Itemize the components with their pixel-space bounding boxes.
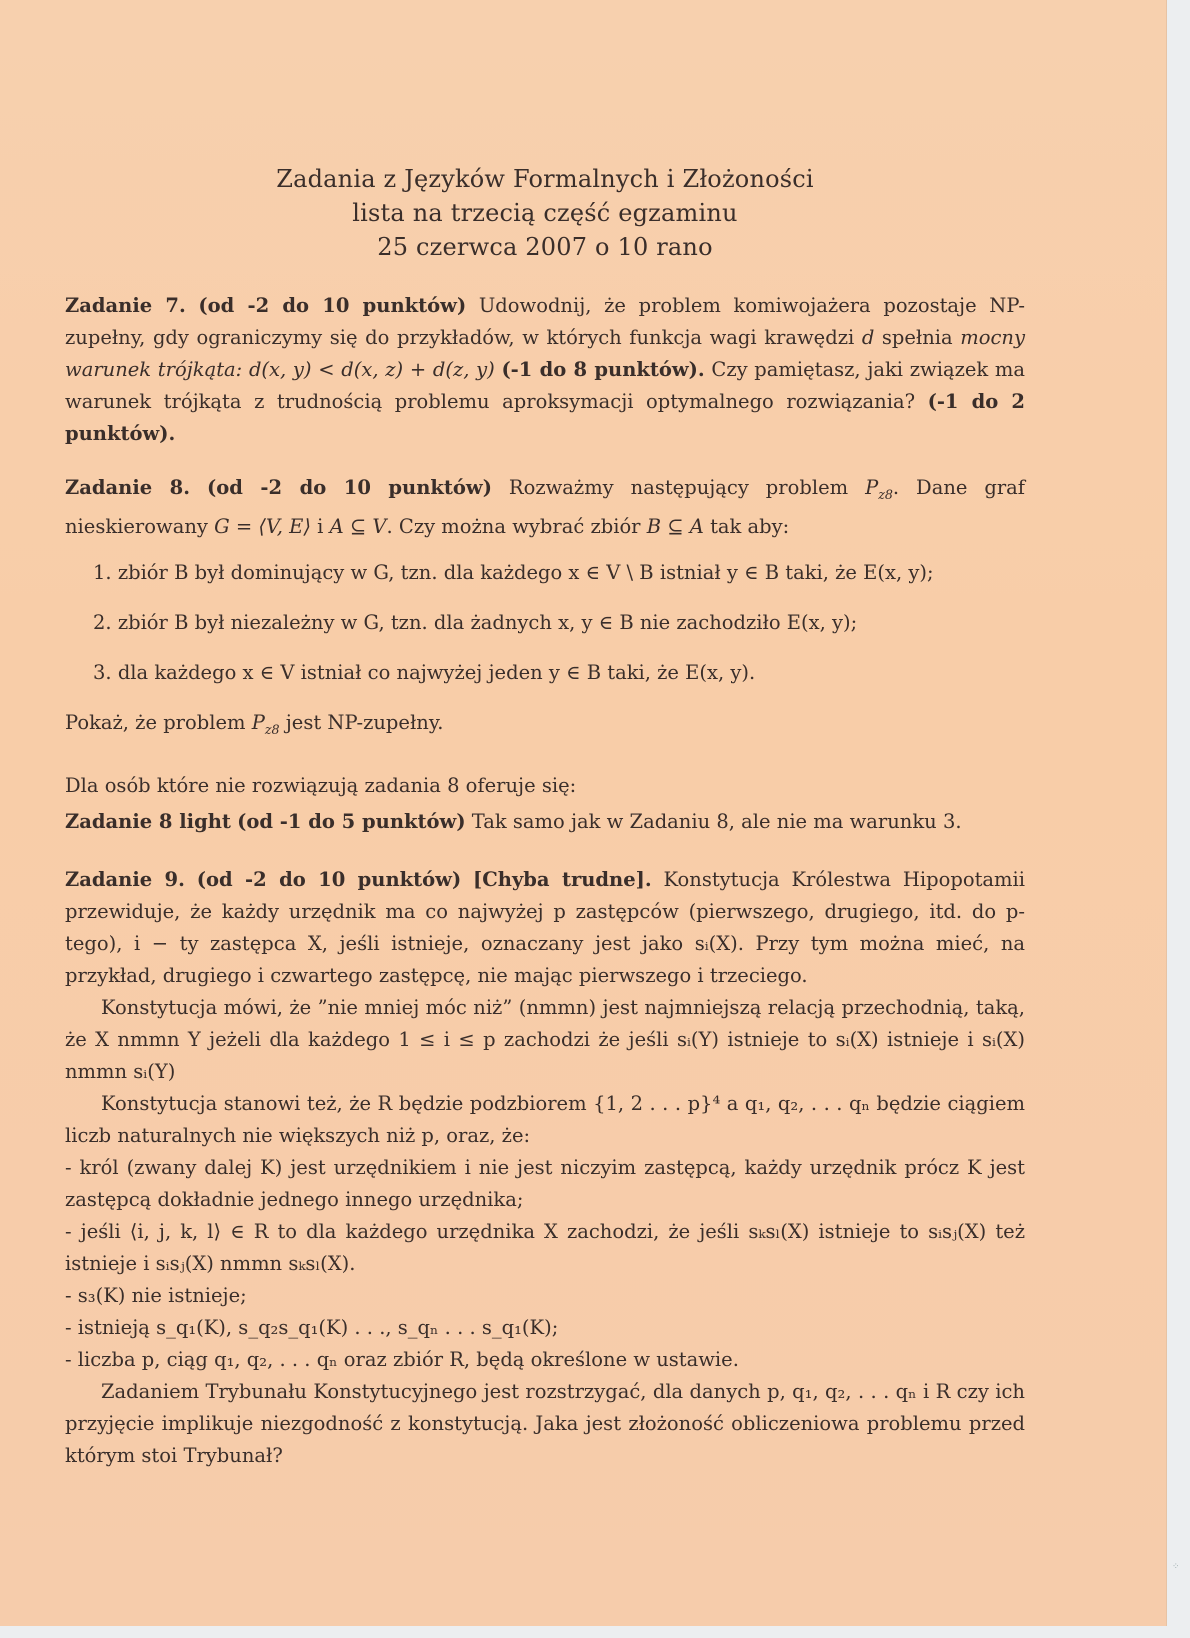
task-8-light-heading: Zadanie 8 light (65, 809, 231, 833)
task-8-points: (od -2 do 10 punktów) (206, 476, 492, 499)
task-7 (65, 290, 1025, 450)
title-line-1: Zadania z Języków Formalnych i Złożoności (276, 165, 814, 193)
task-9-bullet: - król (zwany dalej K) jest urzędnikiem i nie jest niczyim zastępcą, każdy urzędnik prócz K jest zastępcą dokładnie jednego innego urzędnika; (65, 1155, 1025, 1211)
task-7-text-3: Czy pamiętasz, jaki związek ma warunek trójkąta z trudnością problemu aproksymacji optymalnego rozwiązania? (65, 358, 1026, 413)
task-8-text-4: . Czy można wybrać zbiór (386, 514, 641, 538)
task-7-italic-term: mocny warunek trójkąta: (65, 326, 1025, 381)
task-9-paragraph-2: Konstytucja mówi, że ”nie mniej móc niż” (nmmn) jest najmniejszą relacją przechodnią, taką, że X nmmn Y jeżeli dla każdego 1 ≤ i ≤ p zachodzi że jeśli sᵢ(Y) istnieje to sᵢ(X) istnieje i sᵢ(X) nmmn sᵢ(Y) (65, 995, 1025, 1083)
task-9-paragraph-1: Konstytucja Królestwa Hipopotamii przewiduje, że każdy urzędnik ma co najwyżej p zastępców (pierwszego, drugiego, itd. do p-tego), i − ty zastępca X, jeśli istnieje, oznaczany jest jako sᵢ(X). Przy tym można mieć, na przykład, drugiego i czwartego zastępcę, nie mając pierwszego i trzeciego. (65, 867, 1025, 987)
item-text: zbiór B był niezależny w G, tzn. dla żadnych x, y ∈ B nie zachodziło E(x, y); (117, 610, 858, 634)
task-8-text-5: tak aby: (710, 514, 790, 538)
task-9-tag: [Chyba trudne]. (473, 867, 652, 891)
task-9-bullet: - istnieją s_q₁(K), s_q₂s_q₁(K) . . ., s_qₙ . . . s_q₁(K); (65, 1315, 559, 1339)
scanner-artifact: ⁘ (1172, 1562, 1180, 1572)
conclusion-text-pre: Pokaż, że problem (65, 710, 246, 734)
document-title (0, 162, 1090, 264)
task-8-subset-1: A ⊆ V (329, 514, 387, 538)
task-7-text-1: Udowodnij, że problem komiwojażera pozostaje NP-zupełny, gdy ograniczymy się do przykładów, w których funkcja wagi krawędzi (65, 294, 1025, 349)
task-7-formula: d(x, y) < d(x, z) + d(z, y) (248, 358, 495, 381)
list-item (93, 557, 1025, 589)
title-line-3: 25 czerwca 2007 o 10 rano (377, 233, 713, 261)
item-text: zbiór B był dominujący w G, tzn. dla każdego x ∈ V \ B istniał y ∈ B taki, że E(x, y); (117, 560, 934, 584)
task-9 (65, 864, 1025, 992)
task-8-text-1: Rozważmy następujący problem (508, 476, 849, 499)
task-8 (65, 472, 1025, 543)
task-9-points: (od -2 do 10 punktów) (196, 867, 462, 891)
item-text: dla każdego x ∈ V istniał co najwyżej jeden y ∈ B taki, że E(x, y). (117, 660, 756, 684)
problem-letter: P (251, 710, 265, 734)
task-9-bullet: - jeśli ⟨i, j, k, l⟩ ∈ R to dla każdego urzędnika X zachodzi, że jeśli sₖsₗ(X) istnieje to sᵢsⱼ(X) też istnieje i sᵢsⱼ(X) nmmn sₖsₗ(X). (65, 1219, 1025, 1275)
task-8-light (65, 806, 1025, 838)
task-9-paragraph-3: Konstytucja stanowi też, że R będzie podzbiorem {1, 2 . . . p}⁴ a q₁, q₂, . . . qₙ będzie ciągiem liczb naturalnych nie większych niż p, oraz, że: (65, 1091, 1025, 1147)
item-number: 2. (93, 610, 112, 634)
task-8-light-points: (od -1 do 5 punktów) (237, 809, 466, 833)
task-8-conclusion (65, 707, 1025, 746)
task-7-points: (od -2 do 10 punktów) (198, 294, 467, 317)
list-item (93, 607, 1025, 639)
title-line-2: lista na trzecią część egzaminu (352, 199, 738, 227)
conclusion-text-post: jest NP-zupełny. (285, 710, 444, 734)
task-8-problem-name (865, 476, 893, 502)
task-7-text-2: spełnia (881, 326, 953, 349)
problem-letter: P (865, 476, 879, 499)
task-8-conditions (93, 557, 1025, 689)
task-8-heading: Zadanie 8. (65, 476, 191, 499)
task-7-points-sub-1: (-1 do 8 punktów). (501, 358, 705, 381)
task-8-light-text: Tak samo jak w Zadaniu 8, ale nie ma warunku 3. (471, 809, 962, 833)
conclusion-problem-name (251, 710, 280, 737)
task-8-text-2: . Dane graf nieskierowany (65, 476, 1026, 538)
task-8-subset-2: B ⊆ A (646, 514, 704, 538)
task-9-bullet: - s₃(K) nie istnieje; (65, 1283, 247, 1307)
problem-subscript: z8 (264, 721, 280, 737)
task-8-text-3: i (317, 514, 324, 538)
item-number: 1. (93, 560, 112, 584)
task-7-heading: Zadanie 7. (65, 294, 186, 317)
task-8-light-intro: Dla osób które nie rozwiązują zadania 8 oferuje się: (65, 773, 577, 797)
problem-subscript: z8 (878, 486, 893, 502)
task-9-heading: Zadanie 9. (65, 867, 185, 891)
task-9-bullet: - liczba p, ciąg q₁, q₂, . . . qₙ oraz zbiór R, będą określone w ustawie. (65, 1347, 739, 1371)
task-7-points-sub-2: (-1 do 2 punktów). (65, 390, 1025, 445)
list-item (93, 657, 1025, 689)
task-7-var-d: d (861, 326, 875, 349)
document-body (65, 290, 1025, 1472)
task-9-paragraph-4: Zadaniem Trybunału Konstytucyjnego jest rozstrzygać, dla danych p, q₁, q₂, . . . qₙ i R czy ich przyjęcie implikuje niezgodność z konstytucją. Jaka jest złożoność obliczeniowa problemu przed którym stoi Trybunał? (65, 1379, 1025, 1467)
task-8-graph: G = ⟨V, E⟩ (214, 514, 311, 538)
item-number: 3. (93, 660, 112, 684)
